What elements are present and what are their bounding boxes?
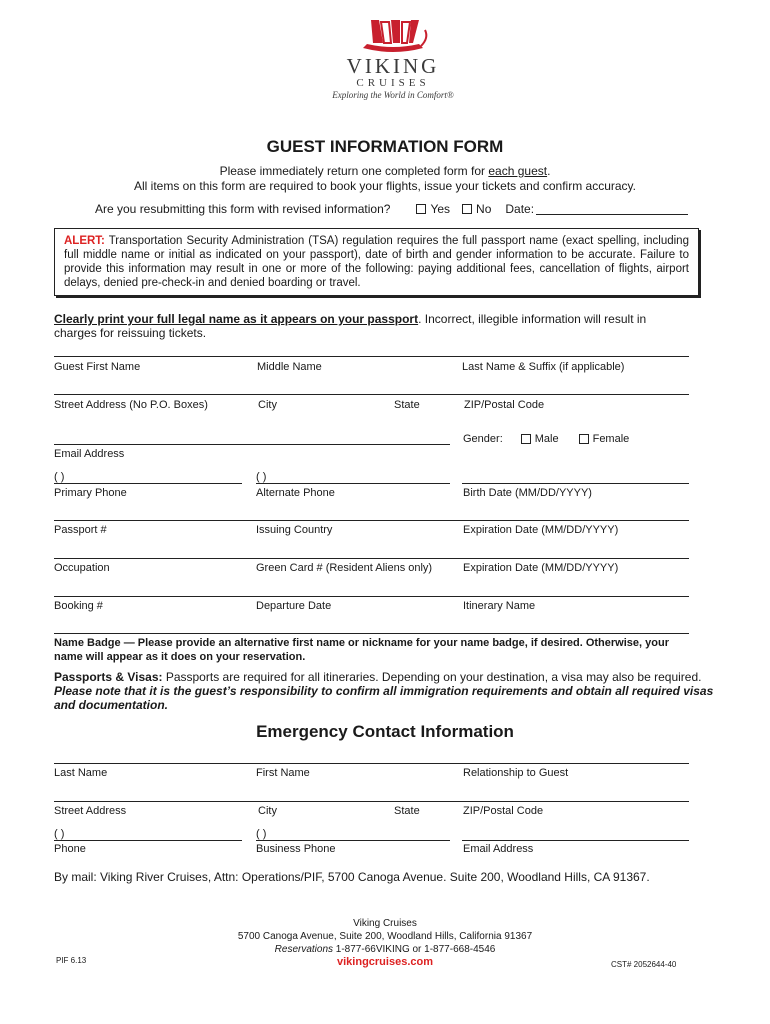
intro-line-1-end: .: [547, 164, 551, 178]
guest-first-name-label: Guest First Name: [54, 361, 141, 373]
emergency-email-line[interactable]: [462, 840, 689, 841]
booking-line[interactable]: [54, 596, 689, 597]
address-row: [54, 394, 689, 411]
name-line[interactable]: [54, 356, 689, 357]
intro-line-1-text: Please immediately return one completed form for: [219, 164, 489, 178]
primary-phone-label: Primary Phone: [54, 487, 127, 499]
intro-line-1: [0, 164, 770, 178]
occupation-line[interactable]: [54, 558, 689, 559]
emergency-name-line[interactable]: [54, 763, 689, 764]
male-checkbox[interactable]: [521, 434, 531, 444]
green-card-expiration-label: Expiration Date (MM/DD/YYYY): [463, 562, 619, 574]
business-phone-area: ( ): [256, 828, 267, 840]
viking-logo: [318, 16, 468, 106]
no-checkbox[interactable]: [462, 204, 472, 214]
date-label: Date:: [505, 202, 535, 216]
resubmit-no[interactable]: [462, 202, 491, 216]
emergency-zip-label: ZIP/Postal Code: [463, 805, 544, 817]
address-line[interactable]: [54, 394, 689, 395]
departure-date-label: Departure Date: [256, 600, 332, 612]
phone-row: [54, 471, 689, 499]
emergency-last-name-label: Last Name: [54, 767, 108, 779]
resubmit-yes[interactable]: [416, 202, 450, 216]
birth-date-label: Birth Date (MM/DD/YYYY): [463, 487, 592, 499]
alert-label: ALERT:: [64, 235, 105, 247]
emergency-phone-area: ( ): [54, 828, 65, 840]
no-label: No: [476, 202, 492, 216]
tsa-alert-box: [54, 228, 699, 296]
logo-sub: CRUISES: [356, 77, 430, 89]
emergency-street-label: Street Address: [54, 805, 127, 817]
occupation-row: [54, 558, 689, 572]
mailing-instructions: By mail: Viking River Cruises, Attn: Operations/PIF, 5700 Canoga Avenue. Suite 200, Woodland Hills, CA 91367.: [54, 870, 650, 884]
issuing-country-label: Issuing Country: [256, 524, 333, 536]
relationship-label: Relationship to Guest: [463, 767, 569, 779]
primary-phone-area: ( ): [54, 471, 65, 483]
yes-label: Yes: [430, 202, 451, 216]
passports-label: Passports & Visas:: [54, 670, 163, 684]
gender-label: Gender:: [463, 433, 503, 445]
name-badge-line-row: [54, 633, 689, 634]
passport-row: [54, 520, 689, 534]
form-title: GUEST INFORMATION FORM: [266, 137, 504, 156]
gender-field: [463, 433, 629, 445]
emergency-city-label: City: [258, 805, 277, 817]
business-phone-label: Business Phone: [256, 843, 336, 855]
passports-visas-note: [54, 670, 714, 712]
emergency-address-line[interactable]: [54, 801, 689, 802]
primary-phone-line[interactable]: [54, 483, 242, 484]
alert-text: Transportation Security Administration (TSA) regulation requires the full passport name (exact spelling, including full middle name or initial as indicated on your passport), date of birth and gender information to be accurate. Failure to provide this information may result in one or more of the following: paying additional fees, cancellation of flights, airport delays, denied pre-check-in and denied boarding or travel.: [64, 235, 689, 289]
name-badge-note: Name Badge — Please provide an alternative first name or nickname for your name badge, if desired. Otherwise, your name will appear as it does on your reservation.: [54, 637, 669, 663]
legal-name-note: [54, 312, 674, 340]
street-address-label: Street Address (No P.O. Boxes): [54, 399, 208, 411]
email-line[interactable]: [54, 444, 450, 445]
alternate-phone-area: ( ): [256, 471, 267, 483]
resubmit-row: [95, 202, 688, 216]
footer-reservations: [0, 944, 770, 955]
reservations-label: Reservations: [274, 944, 334, 955]
emergency-contact-heading: Emergency Contact Information: [256, 722, 514, 741]
name-row: [54, 356, 689, 373]
passport-line[interactable]: [54, 520, 689, 521]
emergency-phone-label: Phone: [54, 843, 86, 855]
birth-date-line[interactable]: [462, 483, 689, 484]
green-card-label: Green Card # (Resident Aliens only): [256, 562, 433, 574]
footer-address: 5700 Canoga Avenue, Suite 200, Woodland Hills, California 91367: [237, 931, 533, 942]
city-label: City: [258, 399, 277, 411]
booking-row: [54, 596, 689, 610]
resubmit-date-field[interactable]: [536, 204, 688, 215]
intro-line-2: All items on this form are required to book your flights, issue your tickets and confirm accuracy.: [134, 179, 636, 193]
occupation-label: Occupation: [54, 562, 110, 574]
booking-number-label: Booking #: [54, 600, 103, 612]
legal-name-bold: Clearly print your full legal name as it appears on your passport: [54, 312, 419, 326]
footer-company: Viking Cruises: [353, 918, 417, 929]
state-label: State: [394, 399, 420, 411]
emergency-email-label: Email Address: [463, 843, 534, 855]
logo-tagline: Exploring the World in Comfort®: [332, 90, 454, 100]
emergency-phone-row: [54, 828, 689, 855]
emergency-address-row: [54, 801, 689, 815]
website-link[interactable]: vikingcruises.com: [337, 956, 433, 968]
intro-each-guest: each guest: [488, 164, 548, 178]
passports-responsibility-note: Please note that it is the guest’s responsibility to confirm all immigration requirements and obtain all required visas and documentation.: [54, 684, 714, 712]
female-label: Female: [592, 433, 630, 445]
passports-text: Passports are required for all itineraries. Depending on your destination, a visa may also be required.: [162, 670, 702, 684]
resubmit-question: Are you resubmitting this form with revised information?: [95, 202, 391, 216]
middle-name-label: Middle Name: [257, 361, 322, 373]
emergency-phone-line[interactable]: [54, 840, 242, 841]
business-phone-line[interactable]: [256, 840, 450, 841]
passport-number-label: Passport #: [54, 524, 107, 536]
last-name-label: Last Name & Suffix (if applicable): [462, 361, 625, 373]
pif-code: PIF 6.13: [56, 956, 87, 965]
itinerary-name-label: Itinerary Name: [463, 600, 536, 612]
emergency-state-label: State: [394, 805, 420, 817]
email-address-label: Email Address: [54, 448, 125, 460]
alternate-phone-line[interactable]: [256, 483, 450, 484]
male-label: Male: [534, 433, 559, 445]
longship-icon: [353, 16, 433, 56]
legal-name-rest: . Incorrect, illegible information will result in charges for reissuing tickets.: [54, 312, 647, 340]
name-badge-line[interactable]: [54, 633, 689, 634]
email-gender-row: [54, 432, 689, 460]
emergency-name-row: [54, 763, 689, 777]
alternate-phone-label: Alternate Phone: [256, 487, 335, 499]
passport-expiration-label: Expiration Date (MM/DD/YYYY): [463, 524, 619, 536]
female-checkbox[interactable]: [579, 434, 589, 444]
reservations-numbers: 1-877-66VIKING or 1-877-668-4546: [333, 944, 496, 955]
logo-brand: VIKING: [346, 54, 440, 78]
zip-label: ZIP/Postal Code: [464, 399, 545, 411]
emergency-first-name-label: First Name: [256, 767, 310, 779]
yes-checkbox[interactable]: [416, 204, 426, 214]
cst-number: CST# 2052644-40: [611, 960, 677, 969]
